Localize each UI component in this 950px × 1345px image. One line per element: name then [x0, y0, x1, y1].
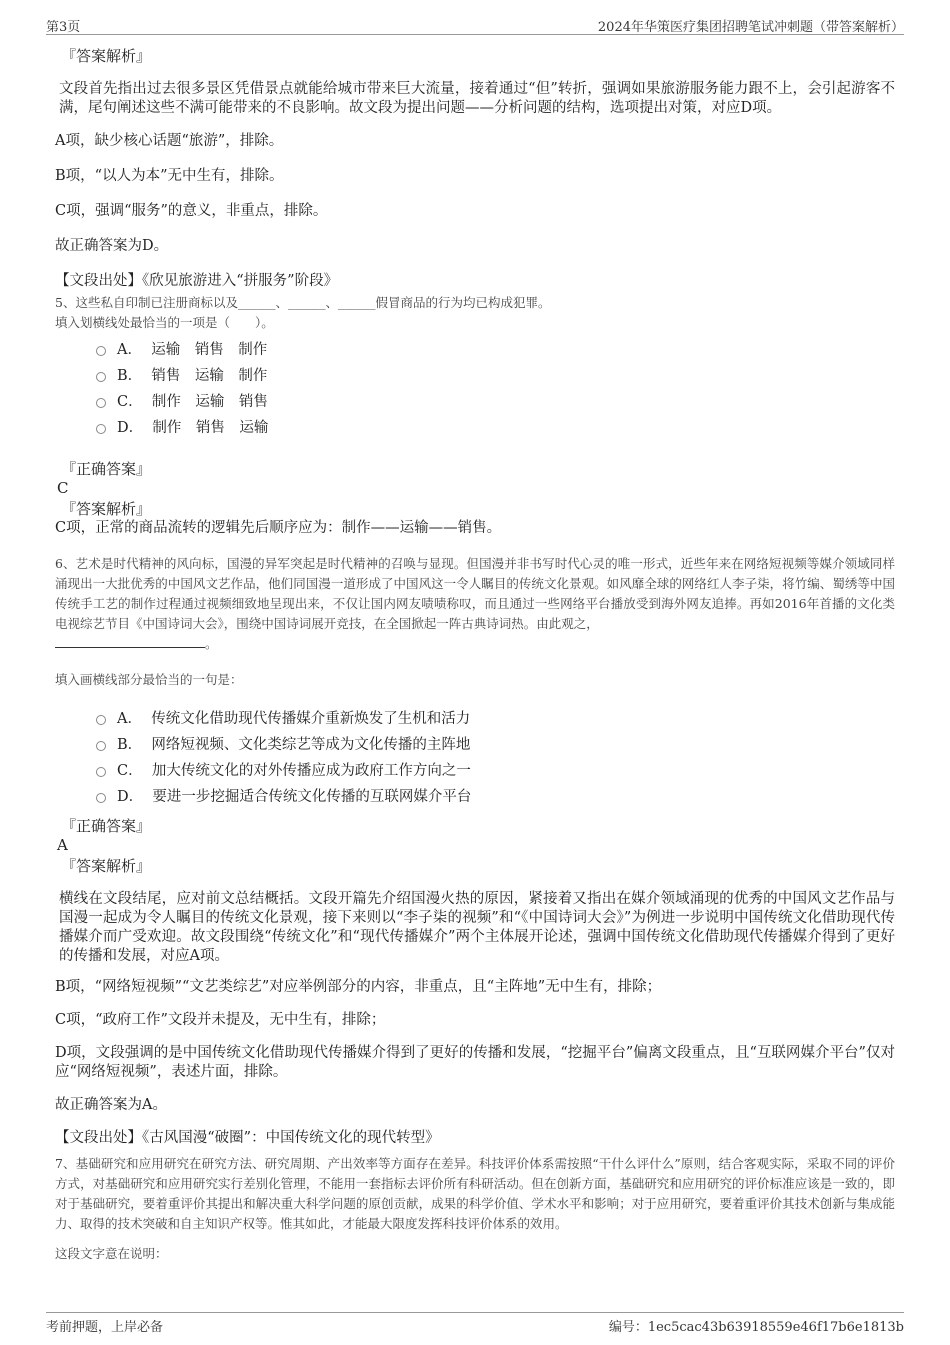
question-7-prompt: 这段文字意在说明：	[55, 1246, 168, 1261]
question-5-prompt: 填入划横线处最恰当的一项是（ ）。	[55, 315, 274, 330]
page-footer	[46, 1312, 904, 1333]
analysis-paragraph: 文段首先指出过去很多景区凭借景点就能给城市带来巨大流量，接着通过“但”转折，强调如果旅游服务能力跟不上，会引起游客不满，尾句阐述这些不满可能带来的不良影响。故文段为提出问题——分析问题的结构，选项提出对策，对应D项。	[59, 81, 895, 116]
option-c[interactable]	[55, 758, 895, 784]
option-text: 销售 运输 制作	[151, 368, 268, 384]
option-a[interactable]	[55, 706, 895, 732]
page-number: 第3页	[46, 20, 81, 35]
analysis-option-c: C项，强调“服务”的意义，非重点，排除。	[55, 203, 328, 219]
radio-icon[interactable]	[96, 793, 106, 803]
option-letter: D．	[117, 789, 144, 805]
question-5-stem: 5、这些私自印制已注册商标以及______、______、______假冒商品的行为均已构成犯罪。	[55, 295, 551, 310]
option-text: 传统文化借助现代传播媒介重新焕发了生机和活力	[151, 711, 471, 727]
stem-end: 。	[205, 636, 218, 651]
option-a[interactable]	[55, 337, 895, 363]
option-text: 加大传统文化的对外传播应成为政府工作方向之一	[151, 763, 471, 779]
option-text: 网络短视频、文化类综艺等成为文化传播的主阵地	[151, 737, 471, 753]
correct-answer-label: 『正确答案』	[61, 817, 152, 835]
radio-icon[interactable]	[96, 424, 106, 434]
correct-answer-label: 『正确答案』	[61, 460, 152, 478]
page-header	[46, 14, 904, 35]
option-letter: B．	[117, 737, 143, 753]
option-letter: B．	[117, 368, 143, 384]
radio-icon[interactable]	[96, 346, 106, 356]
option-text: 运输 销售 制作	[151, 342, 268, 358]
answer-analysis-label: 『答案解析』	[61, 500, 152, 518]
analysis-option-d: D项，文段强调的是中国传统文化借助现代传播媒介得到了更好的传播和发展，“挖掘平台”偏离文段重点，且“互联网媒介平台”仅对应“网络短视频”，表述片面，排除。	[55, 1045, 895, 1080]
answer-analysis-label: 『答案解析』	[61, 47, 152, 65]
conclusion: 故正确答案为D。	[55, 238, 169, 254]
document-body	[55, 46, 895, 1264]
option-text: 制作 销售 运输	[152, 420, 269, 436]
radio-icon[interactable]	[96, 741, 106, 751]
correct-answer: A	[57, 836, 68, 854]
option-text: 要进一步挖掘适合传统文化传播的互联网媒介平台	[152, 789, 472, 805]
radio-icon[interactable]	[96, 372, 106, 382]
radio-icon[interactable]	[96, 715, 106, 725]
document-title: 2024年华策医疗集团招聘笔试冲刺题（带答案解析）	[597, 20, 904, 35]
option-letter: A．	[117, 711, 142, 727]
option-b[interactable]	[55, 732, 895, 758]
analysis-option-a: A项，缺少核心话题“旅游”，排除。	[55, 133, 284, 149]
fill-blank	[55, 635, 205, 648]
option-d[interactable]	[55, 784, 895, 810]
conclusion: 故正确答案为A。	[55, 1097, 167, 1113]
option-letter: C．	[117, 394, 143, 410]
option-c[interactable]	[55, 389, 895, 415]
stem-text: 6、艺术是时代精神的风向标，国漫的异军突起是时代精神的召唤与显现。但国漫并非书写时代心灵的唯一形式，近些年来在网络短视频等媒介领域同样涌现出一大批优秀的中国风文艺作品，他们同国漫一道形成了中国风这一令人瞩目的传统文化景观。如风靡全球的网络红人李子柒，将竹编、蜀绣等中国传统手工艺的制作过程通过视频细致地呈现出来，不仅让国内网友啧啧称叹，而且通过一些网络平台播放受到海外网友追捧。再如2016年首播的文化类电视综艺节目《中国诗词大会》，围绕中国诗词展开竞技，在全国掀起一阵古典诗词热。由此观之，	[55, 556, 895, 631]
question-6-stem	[55, 554, 895, 654]
radio-icon[interactable]	[96, 398, 106, 408]
option-text: 制作 运输 销售	[151, 394, 268, 410]
question-7-stem: 7、基础研究和应用研究在研究方法、研究周期、产出效率等方面存在差异。科技评价体系需按照“干什么评什么”原则，结合客观实际，采取不同的评价方式，对基础研究和应用研究实行差别化管理，不能用一套指标去评价所有科研活动。但在创新方面，基础研究和应用研究的评价标准应该是一致的，即对于基础研究，要着重评价其提出和解决重大科学问题的原创贡献，成果的科学价值、学术水平和影响；对于应用研究，要着重评价其技术创新与集成能力、取得的技术突破和自主知识产权等。惟其如此，才能最大限度发挥科技评价体系的效用。	[55, 1156, 895, 1231]
document-id: 编号：1ec5cac43b63918559e46f17b6e1813b	[608, 1320, 904, 1335]
analysis-option-b: B项，“网络短视频”“文艺类综艺”对应举例部分的内容，非重点，且“主阵地”无中生有，排除；	[55, 979, 662, 995]
analysis-option-c: C项，“政府工作”文段并未提及，无中生有，排除；	[55, 1012, 386, 1028]
question-5-options	[55, 337, 895, 441]
analysis-option-b: B项，“以人为本”无中生有，排除。	[55, 168, 284, 184]
source-citation: 【文段出处】《欣见旅游进入“拼服务”阶段》	[55, 273, 339, 289]
option-letter: A．	[117, 342, 142, 358]
option-letter: D．	[117, 420, 144, 436]
correct-answer: C	[57, 479, 69, 497]
option-b[interactable]	[55, 363, 895, 389]
footer-slogan: 考前押题，上岸必备	[46, 1320, 164, 1335]
question-6-options	[55, 706, 895, 810]
radio-icon[interactable]	[96, 767, 106, 777]
answer-analysis-label: 『答案解析』	[61, 857, 152, 875]
source-citation: 【文段出处】《古风国漫“破圈”：中国传统文化的现代转型》	[55, 1130, 440, 1146]
analysis-paragraph: C项，正常的商品流转的逻辑先后顺序应为：制作——运输——销售。	[55, 520, 502, 536]
option-d[interactable]	[55, 415, 895, 441]
analysis-paragraph: 横线在文段结尾，应对前文总结概括。文段开篇先介绍国漫火热的原因，紧接着又指出在媒介领域涌现的优秀的中国风文艺作品与国漫一起成为令人瞩目的传统文化景观，接下来则以“李子柒的视频”和“《中国诗词大会》”为例进一步说明中国传统文化借助现代传播媒介而广受欢迎。故文段围绕“传统文化”和“现代传播媒介”两个主体展开论述，强调中国传统文化借助现代传播媒介得到了更好的传播和发展，对应A项。	[59, 891, 895, 964]
question-6-prompt: 填入画横线部分最恰当的一句是：	[55, 672, 243, 687]
option-letter: C．	[117, 763, 143, 779]
